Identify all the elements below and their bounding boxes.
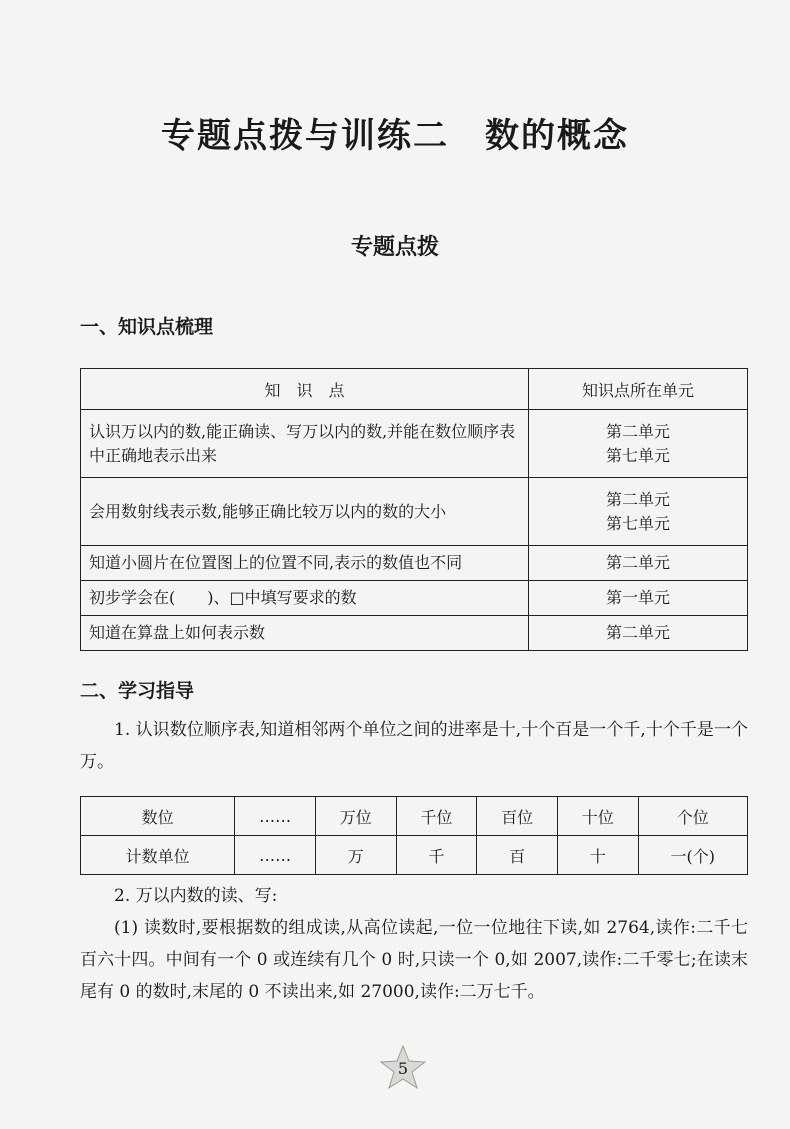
unit-label: 第二单元	[605, 489, 670, 509]
knowledge-point: 知道在算盘上如何表示数	[81, 616, 529, 651]
unit-cell	[529, 546, 748, 581]
unit-cell	[529, 581, 748, 616]
unit-cell	[529, 478, 748, 546]
table-cell: 万位	[315, 797, 396, 836]
knowledge-point: 知道小圆片在位置图上的位置不同,表示的数值也不同	[81, 546, 529, 581]
table-cell: 数位	[81, 797, 235, 836]
table-row	[81, 546, 748, 581]
page-title: 专题点拨与训练二 数的概念	[161, 116, 629, 156]
table-cell: 千	[396, 836, 477, 875]
table-row	[81, 410, 748, 478]
table-cell: 计数单位	[81, 836, 235, 875]
table-row	[81, 836, 748, 875]
unit-label: 第七单元	[605, 445, 670, 465]
table-cell: ……	[235, 836, 316, 875]
unit-cell	[529, 616, 748, 651]
table-cell: ……	[235, 797, 316, 836]
table-cell: 百	[477, 836, 558, 875]
page-number	[385, 1050, 421, 1086]
table-cell: 一(个)	[638, 836, 747, 875]
unit-label: 第七单元	[605, 513, 670, 533]
page-subtitle: 专题点拨	[350, 234, 439, 260]
header-unit: 知识点所在单元	[529, 369, 748, 410]
table-cell: 百位	[477, 797, 558, 836]
guide-paragraph-1: 1. 认识数位顺序表,知道相邻两个单位之间的进率是十,十个百是一个千,十个千是一个万。	[80, 720, 748, 772]
place-value-table	[80, 796, 748, 875]
table-cell: 万	[315, 836, 396, 875]
header-knowledge-point: 知 识 点	[81, 369, 529, 410]
table-row	[81, 616, 748, 651]
table-cell: 千位	[396, 797, 477, 836]
unit-cell	[529, 410, 748, 478]
knowledge-point: 初步学会在( )、□中填写要求的数	[81, 581, 529, 616]
unit-label: 第二单元	[605, 421, 670, 441]
table-row	[81, 478, 748, 546]
unit-label: 第一单元	[605, 588, 670, 607]
knowledge-point: 认识万以内的数,能正确读、写万以内的数,并能在数位顺序表中正确地表示出来	[81, 410, 529, 478]
guide-paragraph-2-title: 2. 万以内数的读、写:	[114, 886, 278, 906]
table-row	[81, 797, 748, 836]
table-cell: 十	[557, 836, 638, 875]
section-heading-knowledge: 一、知识点梳理	[80, 316, 214, 338]
knowledge-table	[80, 368, 748, 651]
unit-label: 第二单元	[605, 623, 670, 642]
knowledge-table-header	[81, 369, 748, 410]
table-cell: 个位	[638, 797, 747, 836]
table-row	[81, 581, 748, 616]
section-heading-guide: 二、学习指导	[80, 680, 195, 702]
guide-paragraph-2-body: (1) 读数时,要根据数的组成读,从高位读起,一位一位地往下读,如 2764,读作:二千七百六十四。中间有一个 0 或连续有几个 0 时,只读一个 0,如 2007,读作:二千零七;在读末尾有 0 的数时,末尾的 0 不读出来,如 27000,读作:二万七千。	[80, 918, 748, 1002]
unit-label: 第二单元	[605, 553, 670, 572]
knowledge-point: 会用数射线表示数,能够正确比较万以内的数的大小	[81, 478, 529, 546]
table-cell: 十位	[557, 797, 638, 836]
page-number-text: 5	[397, 1058, 409, 1078]
